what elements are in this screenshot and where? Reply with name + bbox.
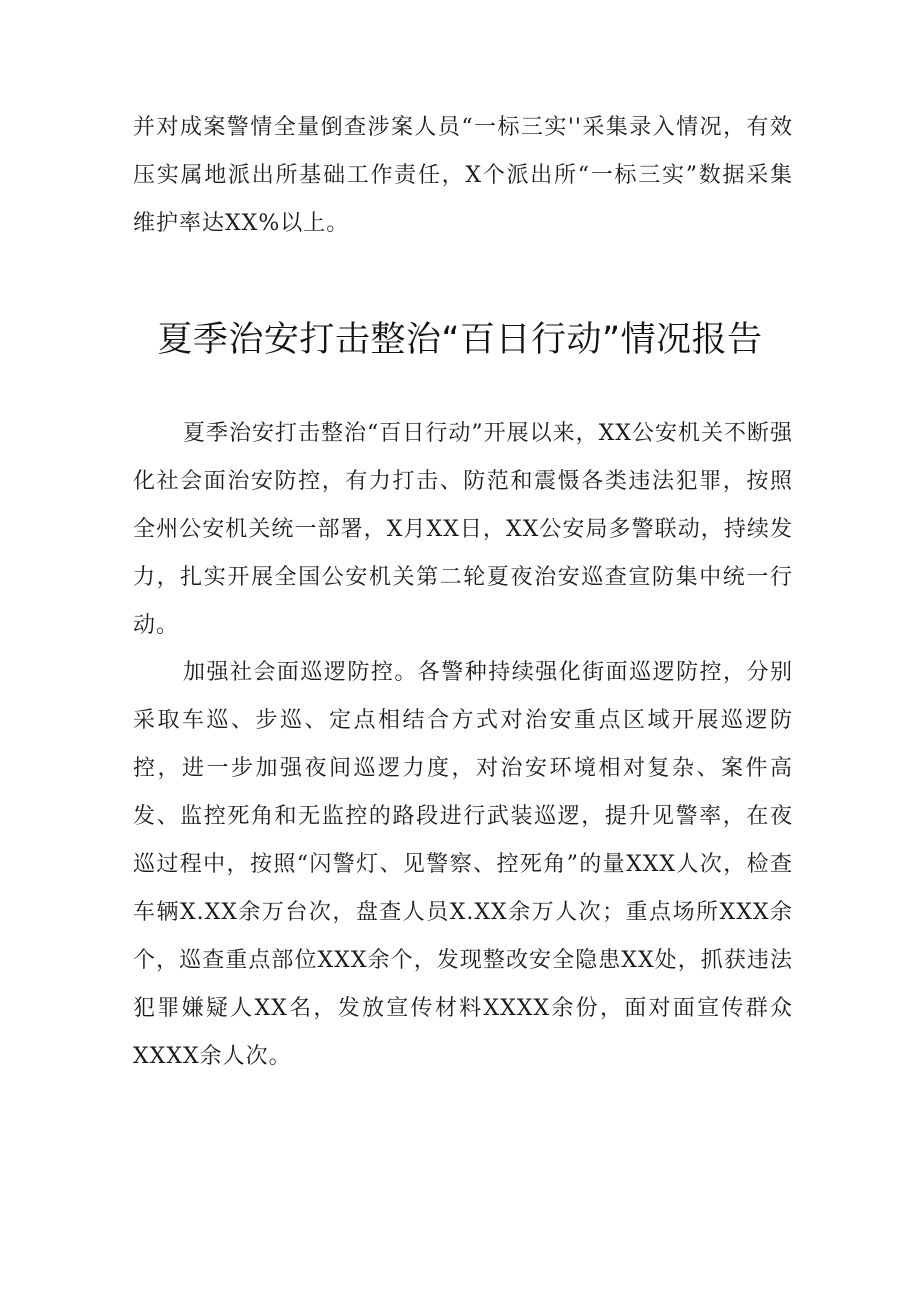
intro-paragraph: 夏季治安打击整治“百日行动”开展以来，XX公安机关不断强化社会面治安防控，有力打击、防范和震慑各类违法犯罪，按照全州公安机关统一部署，X月XX日，XX公安局多警联动，持续发力，扎实开展全国公安机关第二轮夏夜治安巡查宣防集中统一行动。	[133, 421, 793, 638]
continued-paragraph: 并对成案警情全量倒查涉案人员“一标三实''采集录入情况，有效压实属地派出所基础工作责任，X个派出所“一标三实”数据采集维护率达XX%以上。	[133, 115, 793, 236]
patrol-paragraph: 加强社会面巡逻防控。各警种持续强化街面巡逻防控，分别采取车巡、步巡、定点相结合方式对治安重点区域开展巡逻防控，进一步加强夜间巡逻力度，对治安环境相对复杂、案件高发、监控死角和无监控的路段进行武装巡逻，提升见警率，在夜巡过程中，按照“闪警灯、见警察、控死角”的量XXX人次，检查车辆X.XX余万台次，盘查人员X.XX余万人次；重点场所XXX余个，巡查重点部位XXX余个，发现整改安全隐患XX处，抓获违法犯罪嫌疑人XX名，发放宣传材料XXXX余份，面对面宣传群众XXXX余人次。	[133, 660, 793, 1069]
report-title: 夏季治安打击整治“百日行动”情况报告	[157, 320, 763, 360]
